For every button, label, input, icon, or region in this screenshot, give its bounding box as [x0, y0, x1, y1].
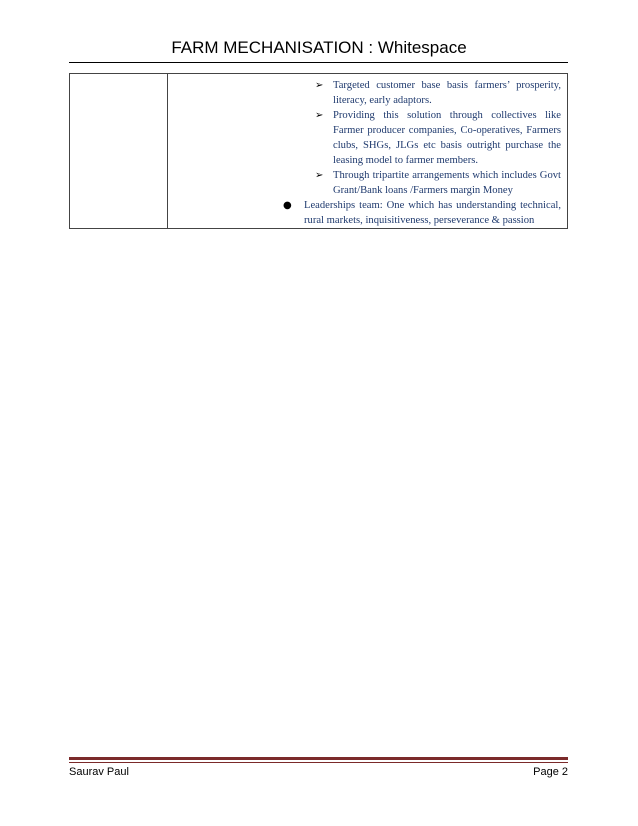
- table-right-cell: [168, 74, 568, 229]
- page-header-title: FARM MECHANISATION : Whitespace: [171, 38, 467, 57]
- footer-author: Saurav Paul: [69, 766, 129, 778]
- arrow-bullet-icon: ➢: [315, 170, 324, 181]
- dot-bullet-icon: ●: [283, 200, 292, 211]
- list-item-text: Leaderships team: One which has understanding technical, rural markets, inquisitiveness, perseverance & passion: [304, 200, 561, 226]
- list-item: [168, 168, 561, 198]
- list-item-text: Targeted customer base basis farmers’ prosperity, literacy, early adaptors.: [333, 80, 561, 106]
- list-item: [168, 78, 561, 108]
- footer-page-number: Page 2: [533, 766, 568, 778]
- list-item: [168, 198, 561, 228]
- table-row: [70, 74, 568, 229]
- list-item-text: Through tripartite arrangements which includes Govt Grant/Bank loans /Farmers margin Money: [333, 170, 561, 196]
- table-left-cell: [70, 74, 168, 229]
- arrow-bullet-icon: ➢: [315, 80, 324, 91]
- arrow-bullet-icon: ➢: [315, 110, 324, 121]
- footer-rule-thin: [69, 762, 568, 763]
- bullet-list: [168, 198, 561, 228]
- footer-rule: [69, 757, 568, 760]
- content-table: [69, 73, 568, 229]
- list-item: [168, 108, 561, 168]
- header-rule: [69, 62, 568, 63]
- arrow-list: [168, 78, 561, 198]
- list-item-text: Providing this solution through collectives like Farmer producer companies, Co-operatives, Farmers clubs, SHGs, JLGs etc basis outright purchase the leasing model to farmer members.: [333, 110, 561, 166]
